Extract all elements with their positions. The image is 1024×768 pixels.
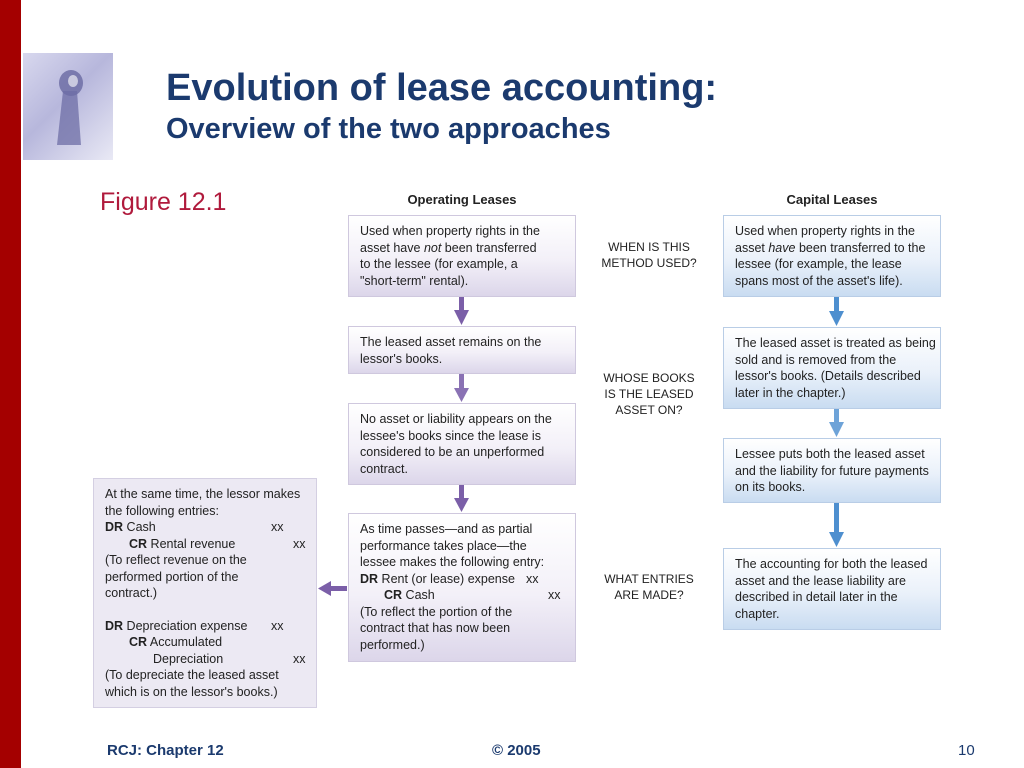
credit-entry: CR Cash xx (384, 588, 561, 602)
text-line: performed.) (360, 637, 425, 652)
text-line: At the same time, the lessor makes (105, 487, 301, 501)
capital-arrow-3 (829, 503, 844, 547)
capital-arrow-2 (829, 409, 844, 437)
text-line: "short-term" rental). (360, 273, 469, 288)
question-when-used: WHEN IS THIS METHOD USED? (601, 240, 697, 270)
operating-arrow-3 (454, 485, 469, 512)
footer-copyright: © 2005 (492, 742, 541, 759)
debit-entry: DR Depreciation expense xx (105, 618, 284, 633)
text-line: to the lessee (for example, a (360, 257, 518, 271)
debit-entry: DR Rent (or lease) expense xx (360, 571, 539, 586)
text-line: and the liability for future payments (735, 463, 929, 478)
text-line: the following entries: (105, 503, 219, 518)
credit-entry: CR Accumulated (129, 635, 223, 649)
text-line: (To depreciate the leased asset (105, 668, 279, 682)
text-line: performed portion of the (105, 569, 239, 584)
text-line: considered to be an unperformed (360, 445, 545, 459)
figure-label: Figure 12.1 (100, 188, 227, 216)
text-line: Used when property rights in the (360, 224, 540, 238)
operating-leases-heading: Operating Leases (407, 192, 517, 207)
text-line: asset and the lease liability are (735, 573, 906, 588)
text-line: chapter. (735, 606, 780, 621)
text-line: No asset or liability appears on the (360, 412, 552, 426)
text-line: described in detail later in the (735, 590, 898, 604)
credit-entry-continued: Depreciation xx (153, 651, 306, 666)
debit-entry: DR Cash xx (105, 520, 284, 534)
text-line: asset have not been transferred (360, 240, 537, 255)
text-line: The leased asset is treated as being (735, 336, 936, 350)
operating-arrow-1 (454, 297, 469, 325)
text-line: (To reflect the portion of the (360, 604, 513, 619)
question-whose-books: WHOSE BOOKS IS THE LEASED ASSET ON? (603, 371, 695, 417)
text-line: performance takes place—the (360, 538, 527, 553)
text-line: Lessee puts both the leased asset (735, 447, 925, 461)
footer-chapter: RCJ: Chapter 12 (107, 742, 224, 759)
text-line: lessee makes the following entry: (360, 555, 545, 569)
operating-arrow-2 (454, 374, 469, 402)
slide-title: Evolution of lease accounting: (166, 67, 718, 109)
text-line: sold and is removed from the (735, 352, 897, 367)
text-line: contract.) (105, 586, 158, 600)
text-line: lessee's books since the lease is (360, 428, 541, 443)
text-line: The accounting for both the leased (735, 557, 928, 571)
text-line: lessee (for example, the lease (735, 257, 902, 271)
text-line: which is on the lessor's books.) (105, 684, 278, 699)
text-line: on its books. (735, 480, 806, 494)
text-line: spans most of the asset's life). (735, 273, 903, 288)
credit-entry: CR Rental revenue xx (129, 536, 306, 551)
slide-subtitle: Overview of the two approaches (166, 113, 611, 145)
text-line: contract that has now been (360, 621, 511, 635)
lessor-arrow-left (318, 581, 347, 596)
text-line: As time passes—and as partial (360, 522, 533, 536)
page-number: 10 (958, 742, 975, 759)
text-line: asset have been transferred to the (735, 240, 926, 255)
text-line: later in the chapter.) (735, 385, 846, 400)
text-line: lessor's books. (360, 351, 443, 366)
text-line: Used when property rights in the (735, 224, 915, 238)
text-line: (To reflect revenue on the (105, 553, 247, 567)
text-line: lessor's books. (Details described (735, 369, 921, 383)
question-what-entries: WHAT ENTRIES ARE MADE? (604, 572, 694, 602)
text-line: The leased asset remains on the (360, 335, 542, 349)
capital-leases-heading: Capital Leases (786, 192, 878, 207)
capital-arrow-1 (829, 297, 844, 326)
text-line: contract. (360, 461, 408, 476)
